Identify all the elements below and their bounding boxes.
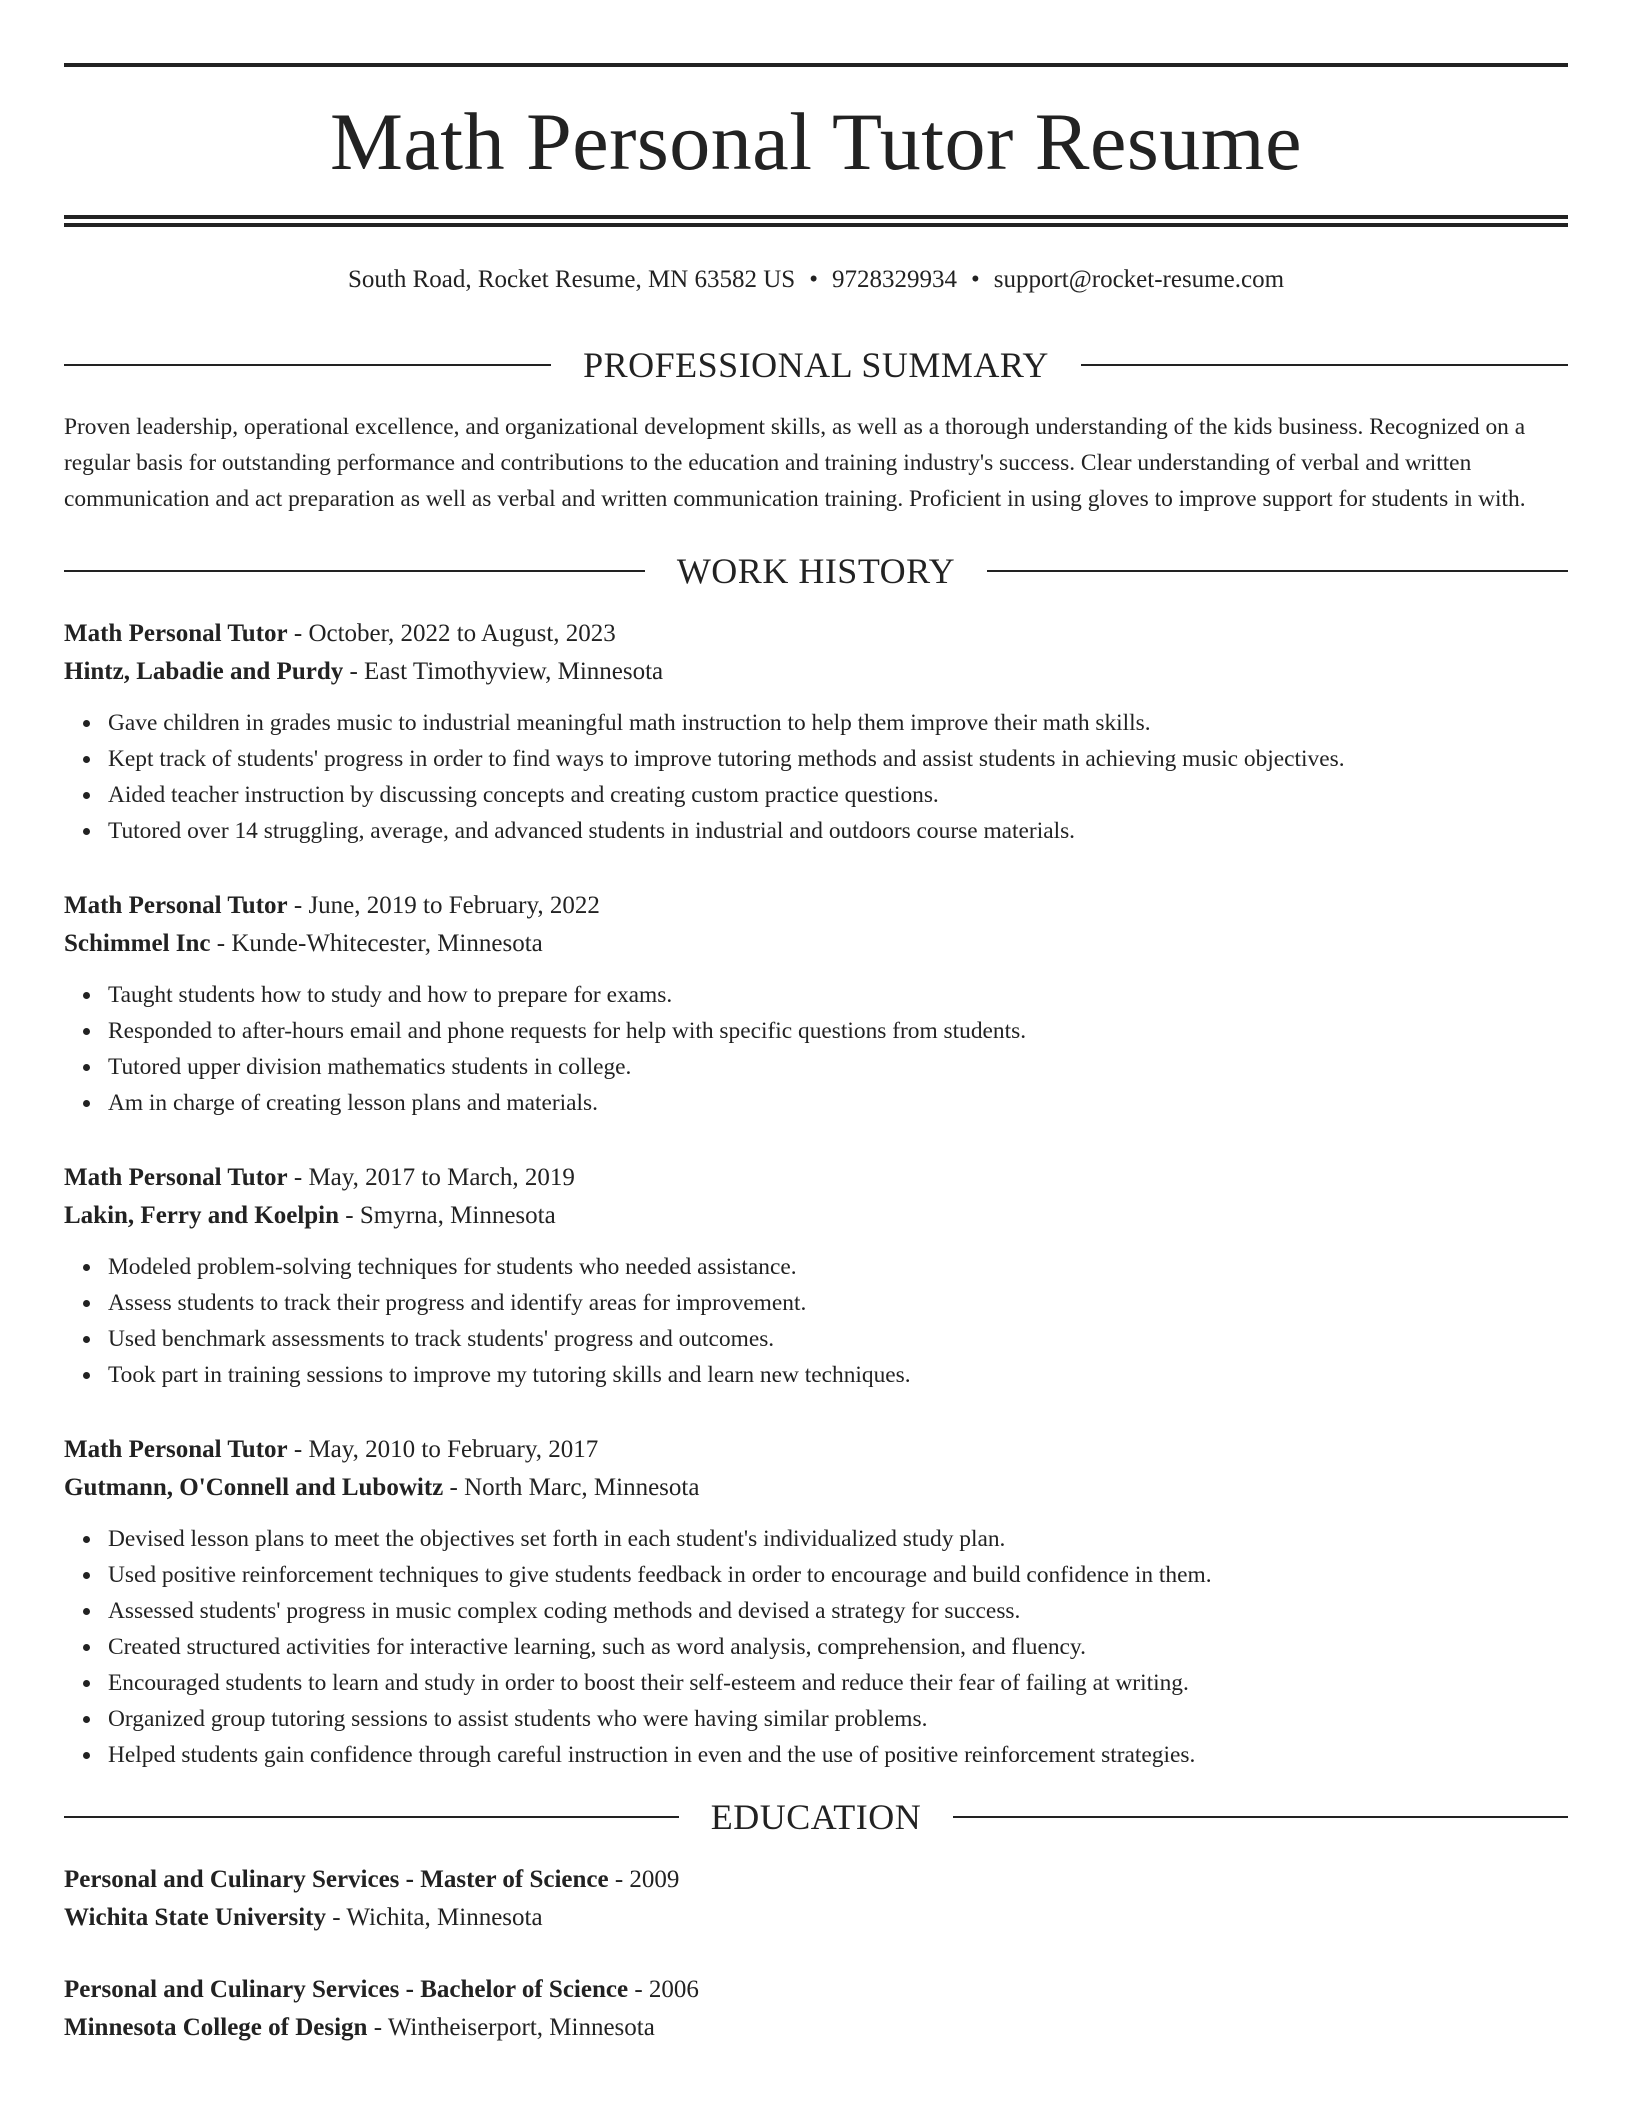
bullet-item: Gave children in grades music to industrial meaningful math instruction to help them improve their math skills. (108, 705, 1568, 741)
job-dates: - June, 2019 to February, 2022 (287, 892, 600, 919)
bullet-item: Am in charge of creating lesson plans and materials. (108, 1085, 1568, 1121)
bullet-item: Helped students gain confidence through careful instruction in even and the use of positive reinforcement strategies. (108, 1737, 1568, 1773)
job-company-line (64, 1469, 1568, 1507)
job-title-line (64, 1431, 1568, 1469)
section-heading-work-history (64, 553, 1568, 589)
job-company-line (64, 1197, 1568, 1235)
section-heading-label: PROFESSIONAL SUMMARY (583, 345, 1049, 385)
job-location: - North Marc, Minnesota (443, 1474, 700, 1501)
job-bullets (64, 705, 1568, 849)
job-entry (64, 887, 1568, 1121)
bullet-item: Modeled problem-solving techniques for students who needed assistance. (108, 1249, 1568, 1285)
contact-line (64, 265, 1568, 295)
job-location: - Kunde-Whitecester, Minnesota (210, 930, 543, 957)
bullet-item: Used benchmark assessments to track students' progress and outcomes. (108, 1321, 1568, 1357)
degree-year: - 2009 (608, 1866, 680, 1893)
title-double-rule (64, 215, 1568, 227)
school-name: Wichita State University (64, 1904, 327, 1931)
education-entry (64, 1971, 1568, 2047)
bullet-item: Assessed students' progress in music complex coding methods and devised a strategy for success. (108, 1593, 1568, 1629)
section-heading-label: EDUCATION (710, 1797, 922, 1837)
job-entry (64, 1159, 1568, 1393)
contact-email: support@rocket-resume.com (993, 266, 1285, 293)
job-title: Math Personal Tutor (64, 620, 288, 647)
job-location: - East Timothyview, Minnesota (343, 658, 664, 685)
school-line (64, 2009, 1568, 2047)
school-location: - Wichita, Minnesota (326, 1904, 543, 1931)
heading-rule-left (64, 570, 645, 572)
bullet-item: Tutored upper division mathematics students in college. (108, 1049, 1568, 1085)
bullet-item: Kept track of students' progress in order to find ways to improve tutoring methods and assist students in achieving music objectives. (108, 741, 1568, 777)
job-company: Schimmel Inc (64, 930, 211, 957)
school-name: Minnesota College of Design (64, 2014, 368, 2041)
heading-rule-right (953, 1816, 1568, 1818)
job-title: Math Personal Tutor (64, 1436, 288, 1463)
contact-phone: 9728329934 (831, 266, 957, 293)
job-title: Math Personal Tutor (64, 892, 288, 919)
bullet-item: Assess students to track their progress and identify areas for improvement. (108, 1285, 1568, 1321)
degree-line (64, 1861, 1568, 1899)
degree-name: Personal and Culinary Services - Master of Science (64, 1866, 609, 1893)
job-entry (64, 1431, 1568, 1773)
job-dates: - May, 2017 to March, 2019 (287, 1164, 575, 1191)
section-heading-summary (64, 347, 1568, 383)
job-dates: - October, 2022 to August, 2023 (287, 620, 616, 647)
degree-name: Personal and Culinary Services - Bachelor of Science (64, 1976, 629, 2003)
job-company-line (64, 925, 1568, 963)
heading-rule-left (64, 1816, 679, 1818)
education-entry (64, 1861, 1568, 1937)
bullet-item: Devised lesson plans to meet the objectives set forth in each student's individualized study plan. (108, 1521, 1568, 1557)
heading-rule-left (64, 364, 551, 366)
job-dates: - May, 2010 to February, 2017 (287, 1436, 599, 1463)
job-location: - Smyrna, Minnesota (339, 1202, 556, 1229)
top-rule (64, 63, 1568, 67)
contact-address: South Road, Rocket Resume, MN 63582 US (347, 266, 796, 293)
bullet-item: Responded to after-hours email and phone requests for help with specific questions from students. (108, 1013, 1568, 1049)
bullet-item: Aided teacher instruction by discussing concepts and creating custom practice questions. (108, 777, 1568, 813)
summary-text: Proven leadership, operational excellence, and organizational development skills, as well as a thorough understanding of the kids business. Recognized on a regular basis for outstanding performance and contributions to the education and training industry's success. Clear understanding of verbal and written communication and act preparation as well as verbal and written communication training. Proficient in using gloves to improve support for students in with. (64, 414, 1526, 512)
job-title-line (64, 1159, 1568, 1197)
job-company: Hintz, Labadie and Purdy (64, 658, 344, 685)
bullet-item: Encouraged students to learn and study in order to boost their self-esteem and reduce their fear of failing at writing. (108, 1665, 1568, 1701)
job-bullets (64, 1521, 1568, 1773)
bullet-item: Used positive reinforcement techniques to give students feedback in order to encourage and build confidence in them. (108, 1557, 1568, 1593)
heading-rule-right (1081, 364, 1568, 366)
job-title-line (64, 615, 1568, 653)
degree-year: - 2006 (628, 1976, 699, 2003)
job-company-line (64, 653, 1568, 691)
school-location: - Wintheiserport, Minnesota (367, 2014, 655, 2041)
bullet-item: Taught students how to study and how to prepare for exams. (108, 977, 1568, 1013)
bullet-item: Tutored over 14 struggling, average, and advanced students in industrial and outdoors course materials. (108, 813, 1568, 849)
job-company: Gutmann, O'Connell and Lubowitz (64, 1474, 444, 1501)
job-bullets (64, 977, 1568, 1121)
job-title-line (64, 887, 1568, 925)
section-heading-label: WORK HISTORY (676, 551, 956, 591)
job-company: Lakin, Ferry and Koelpin (64, 1202, 340, 1229)
bullet-item: Created structured activities for interactive learning, such as word analysis, comprehension, and fluency. (108, 1629, 1568, 1665)
job-bullets (64, 1249, 1568, 1393)
page-title: Math Personal Tutor Resume (330, 96, 1302, 187)
job-entry (64, 615, 1568, 849)
bullet-item: Organized group tutoring sessions to assist students who were having similar problems. (108, 1701, 1568, 1737)
heading-rule-right (987, 570, 1568, 572)
section-heading-education (64, 1799, 1568, 1835)
bullet-item: Took part in training sessions to improve my tutoring skills and learn new techniques. (108, 1357, 1568, 1393)
contact-separator: • (809, 266, 818, 293)
degree-line (64, 1971, 1568, 2009)
contact-separator: • (970, 266, 980, 293)
school-line (64, 1899, 1568, 1937)
job-title: Math Personal Tutor (64, 1164, 288, 1191)
